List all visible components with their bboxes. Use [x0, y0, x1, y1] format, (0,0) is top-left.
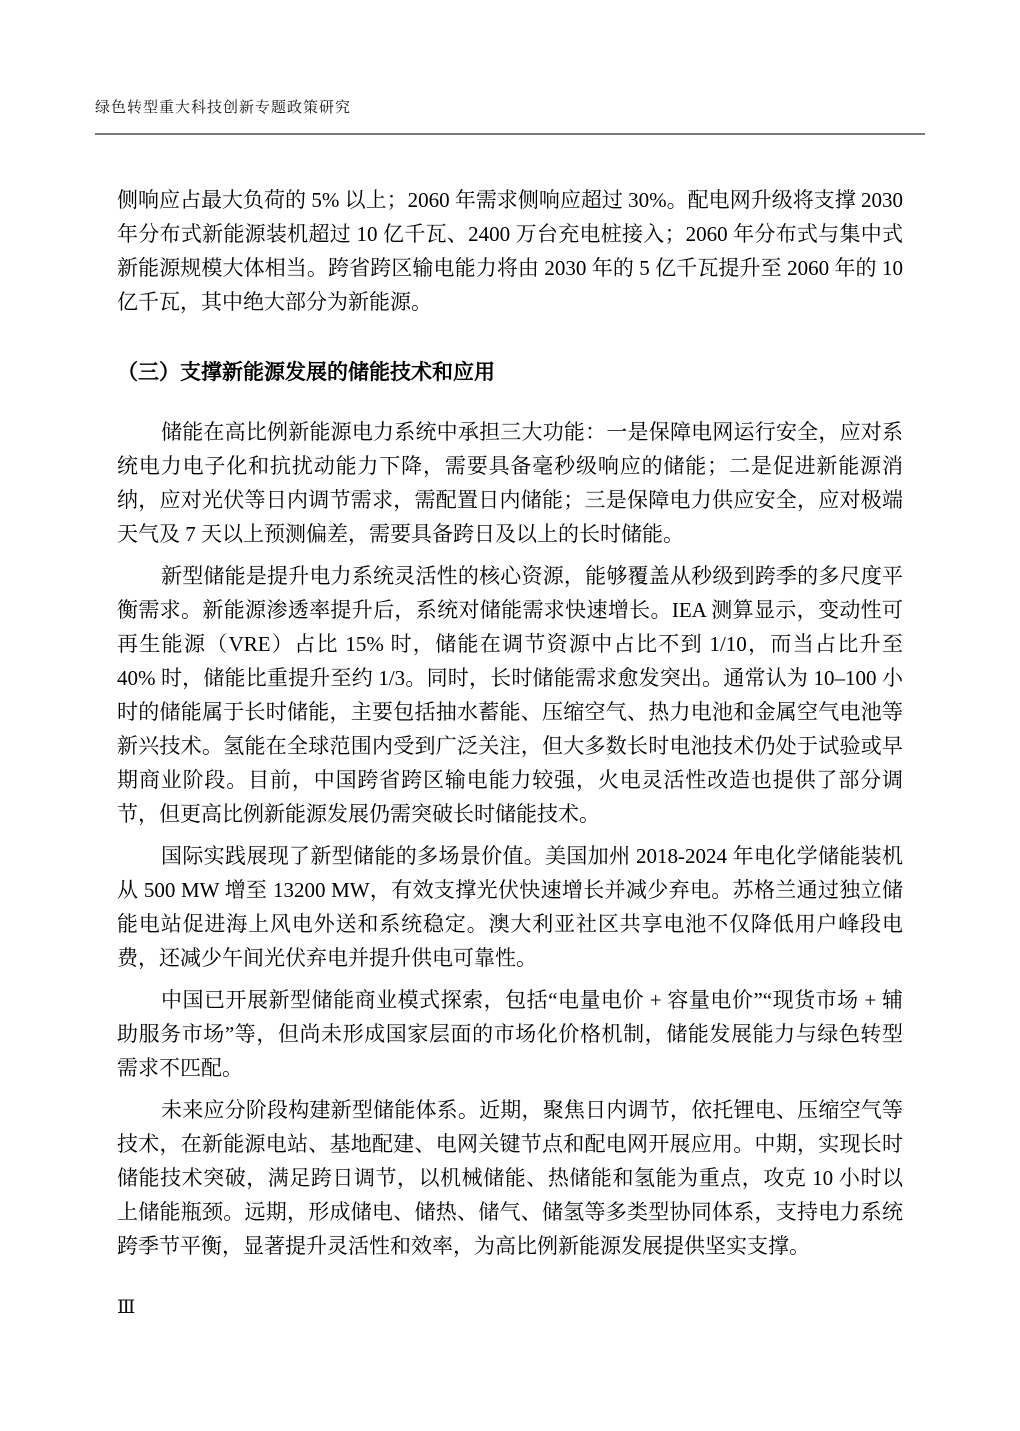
body-paragraph-continuation: 侧响应占最大负荷的 5% 以上；2060 年需求侧响应超过 30%。配电网升级将支撑 2030 年分布式新能源装机超过 10 亿千瓦、2400 万台充电桩接入；2060 年分布式与集中式新能源规模大体相当。跨省跨区输电能力将由 2030 年的 5 亿千瓦提升至 2060 年的 10 亿千瓦，其中绝大部分为新能源。 — [117, 188, 903, 314]
section-heading: （三）支撑新能源发展的储能技术和应用 — [117, 360, 495, 384]
body-paragraph: 未来应分阶段构建新型储能体系。近期，聚焦日内调节，依托锂电、压缩空气等技术，在新能源电站、基地配建、电网关键节点和配电网开展应用。中期，实现长时储能技术突破，满足跨日调节，以机械储能、热储能和氢能为重点，攻克 10 小时以上储能瓶颈。远期，形成储电、储热、储气、储氢等多类型协同体系，支持电力系统跨季节平衡，显著提升灵活性和效率，为高比例新能源发展提供坚实支撑。 — [117, 1098, 903, 1258]
header-rule-line — [95, 133, 925, 135]
body-paragraph: 新型储能是提升电力系统灵活性的核心资源，能够覆盖从秒级到跨季的多尺度平衡需求。新能源渗透率提升后，系统对储能需求快速增长。IEA 测算显示，变动性可再生能源（VRE）占比 15% 时，储能在调节资源中占比不到 1/10，而当占比升至 40% 时，储能比重提升至约 1/3。同时，长时储能需求愈发突出。通常认为 10–100 小时的储能属于长时储能，主要包括抽水蓄能、压缩空气、热力电池和金属空气电池等新兴技术。氢能在全球范围内受到广泛关注，但大多数长时电池技术仍处于试验或早期商业阶段。目前，中国跨省跨区输电能力较强，火电灵活性改造也提供了部分调节，但更高比例新能源发展仍需突破长时储能技术。 — [117, 564, 903, 826]
body-paragraph: 储能在高比例新能源电力系统中承担三大功能：一是保障电网运行安全，应对系统电力电子化和抗扰动能力下降，需要具备毫秒级响应的储能；二是促进新能源消纳，应对光伏等日内调节需求，需配置日内储能；三是保障电力供应安全，应对极端天气及 7 天以上预测偏差，需要具备跨日及以上的长时储能。 — [117, 420, 903, 546]
body-paragraph: 国际实践展现了新型储能的多场景价值。美国加州 2018-2024 年电化学储能装机从 500 MW 增至 13200 MW，有效支撑光伏快速增长并减少弃电。苏格兰通过独立储能电站促进海上风电外送和系统稳定。澳大利亚社区共享电池不仅降低用户峰段电费，还减少午间光伏弃电并提升供电可靠性。 — [117, 844, 903, 970]
body-paragraph: 中国已开展新型储能商业模式探索，包括“电量电价 + 容量电价”“现货市场 + 辅助服务市场”等，但尚未形成国家层面的市场化价格机制，储能发展能力与绿色转型需求不匹配。 — [117, 988, 903, 1080]
running-header-title: 绿色转型重大科技创新专题政策研究 — [95, 99, 352, 116]
document-body — [117, 183, 903, 1271]
page-number: Ⅲ — [117, 1297, 136, 1318]
